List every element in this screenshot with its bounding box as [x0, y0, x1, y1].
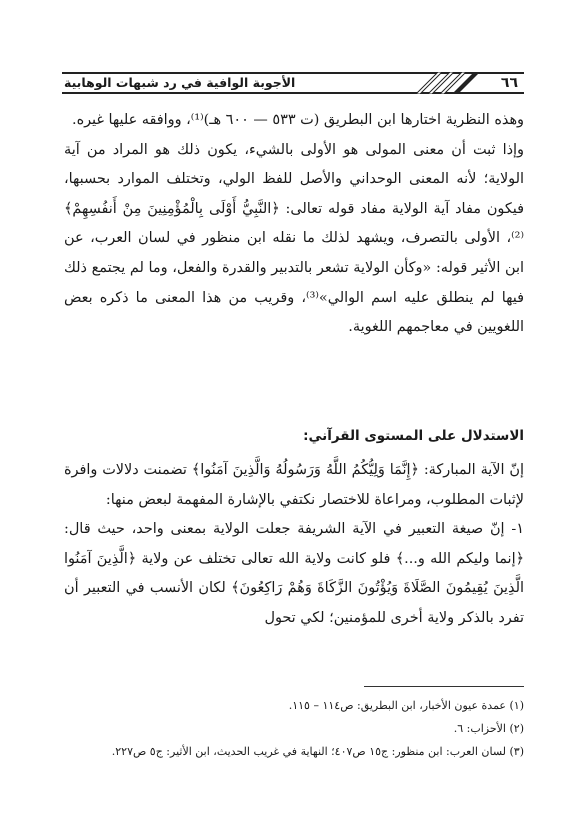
running-header — [62, 72, 524, 94]
section-text — [64, 456, 524, 634]
footnote: (١) عمدة عيون الأخبار، ابن البطريق: ص١١٤ – ١١٥. — [288, 699, 524, 712]
paragraph: ١- إنّ صيغة التعبير في الآية الشريفة جعلت الولاية بمعنى واحد، حيث قال: ﴿إنما وليكم الله و...﴾ فلو كانت ولاية الله تعالى تختلف عن ولاية ﴿الَّذِينَ آمَنُوا الَّذِينَ يُقِيمُونَ الصَّلَاةَ وَيُؤْتُونَ الزَّكَاةَ وَهُمْ رَاكِعُونَ﴾ لكان الأنسب في التعبير أن تفرد بالذكر ولاية أخرى للمؤمنين؛ لكي تحول — [64, 521, 524, 626]
footnote-separator — [364, 686, 524, 687]
footnote: (٢) الأحزاب: ٦. — [453, 722, 524, 735]
header-ornament-icon — [362, 72, 482, 94]
section-heading: الاستدلال على المستوى القرآني: — [303, 428, 524, 444]
book-title: الأجوبة الوافية في رد شبهات الوهابية — [64, 75, 296, 90]
footnote: (٣) لسان العرب: ابن منظور: ج١٥ ص٤٠٧؛ النهاية في غريب الحديث، ابن الأثير: ج٥ ص٢٢٧. — [111, 745, 524, 758]
paragraph: وهذه النظرية اختارها ابن البطريق (ت ٥٣٣ — ٦٠٠ هـ)⁽¹⁾، ووافقه عليها غيره. — [72, 112, 524, 128]
footnotes — [64, 694, 524, 763]
main-text — [64, 106, 524, 343]
page-number: ٦٦ — [500, 75, 518, 91]
paragraph: وإذا ثبت أن معنى المولى هو الأولى بالشيء، يكون ذلك هو المراد من آية الولاية؛ لأنه المعنى الوحداني والأصل للفظ الولي، وتختلف الموارد بحسبها، فيكون مفاد آية الولاية مفاد قوله تعالى: ﴿النَّبِيُّ أَوْلَى بِالْمُؤْمِنِينَ مِنْ أَنفُسِهِمْ﴾⁽²⁾، الأولى بالتصرف، ويشهد لذلك ما نقله ابن منظور في لسان العرب، عن ابن الأثير قوله: «وكأن الولاية تشعر بالتدبير والقدرة والفعل، وما لم يجتمع ذلك فيها لم ينطلق عليه اسم الوالي»⁽³⁾، وقريب من هذا المعنى ما ذكره بعض اللغويين في معاجمهم اللغوية. — [64, 141, 524, 336]
paragraph: إنّ الآية المباركة: ﴿إِنَّمَا وَلِيُّكُمُ اللَّهُ وَرَسُولُهُ وَالَّذِينَ آمَنُوا﴾ تضمنت دلالات وافرة لإثبات المطلوب، ومراعاة للاختصار نكتفي بالإشارة المفهمة لبعض منها: — [64, 462, 524, 508]
